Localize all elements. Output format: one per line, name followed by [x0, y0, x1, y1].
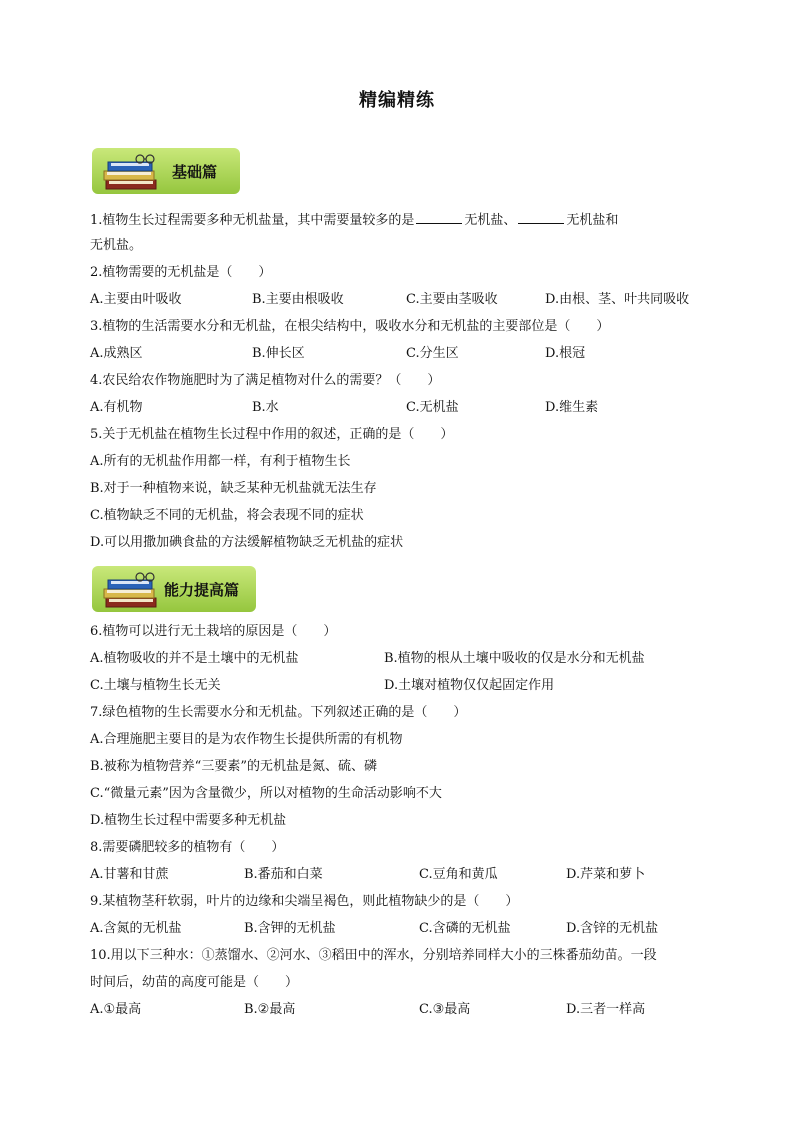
option-a: A.有机物 — [90, 400, 143, 415]
question-1-line2: 无机盐。 — [90, 238, 143, 253]
option-a: A.植物吸收的并不是土壤中的无机盐 — [90, 651, 299, 666]
option-a: A.合理施肥主要目的是为农作物生长提供所需的有机物 — [90, 732, 403, 747]
option-b: B.水 — [252, 400, 279, 415]
option-c: C.“微量元素”因为含量微少，所以对植物的生命活动影响不大 — [90, 786, 442, 801]
question-1: 1.植物生长过程需要多种无机盐量，其中需要量较多的是 无机盐、 无机盐和 — [90, 209, 618, 231]
question-7: 7.绿色植物的生长需要水分和无机盐。下列叙述正确的是（ ） — [90, 705, 467, 720]
option-c: C.豆角和黄瓜 — [419, 867, 498, 882]
books-icon — [100, 150, 164, 194]
option-d: D.由根、茎、叶共同吸收 — [545, 292, 690, 307]
option-c: C.土壤与植物生长无关 — [90, 678, 221, 693]
option-a: A.所有的无机盐作用都一样，有利于植物生长 — [90, 454, 351, 469]
question-10: 10.用以下三种水：①蒸馏水、②河水、③稻田中的浑水，分别培养同样大小的三株番茄幼苗。一段 — [90, 948, 657, 963]
section-banner-basic — [92, 148, 240, 194]
section-label: 能力提高篇 — [164, 581, 240, 599]
option-c: C.含磷的无机盐 — [419, 921, 511, 936]
question-2: 2.植物需要的无机盐是（ ） — [90, 265, 272, 280]
option-b: B.番茄和白菜 — [244, 867, 323, 882]
question-4: 4.农民给农作物施肥时为了满足植物对什么的需要？（ ） — [90, 373, 441, 388]
option-b: B.主要由根吸收 — [252, 292, 344, 307]
answer-blank[interactable] — [416, 209, 462, 224]
option-d: D.维生素 — [545, 400, 599, 415]
option-a: A.①最高 — [90, 1002, 142, 1017]
option-c: C.植物缺乏不同的无机盐，将会表现不同的症状 — [90, 508, 364, 523]
option-d: D.土壤对植物仅仅起固定作用 — [384, 678, 555, 693]
option-d: D.含锌的无机盐 — [566, 921, 659, 936]
option-b: B.②最高 — [244, 1002, 296, 1017]
option-d: D.根冠 — [545, 346, 586, 361]
question-8: 8.需要磷肥较多的植物有（ ） — [90, 840, 285, 855]
option-d: D.植物生长过程中需要多种无机盐 — [90, 813, 287, 828]
question-3: 3.植物的生活需要水分和无机盐，在根尖结构中，吸收水分和无机盐的主要部位是（ ） — [90, 319, 610, 334]
option-b: B.植物的根从土壤中吸收的仅是水分和无机盐 — [384, 651, 645, 666]
page-title: 精编精练 — [359, 90, 435, 111]
answer-blank[interactable] — [518, 209, 564, 224]
option-a: A.含氮的无机盐 — [90, 921, 182, 936]
option-c: C.主要由茎吸收 — [406, 292, 498, 307]
option-c: C.③最高 — [419, 1002, 471, 1017]
option-b: B.含钾的无机盐 — [244, 921, 336, 936]
option-c: C.无机盐 — [406, 400, 459, 415]
question-10-line2: 时间后，幼苗的高度可能是（ ） — [90, 975, 299, 990]
option-a: A.成熟区 — [90, 346, 143, 361]
question-9: 9.某植物茎秆软弱，叶片的边缘和尖端呈褐色，则此植物缺少的是（ ） — [90, 894, 519, 909]
option-d: D.芹菜和萝卜 — [566, 867, 646, 882]
section-banner-advanced — [92, 566, 256, 612]
question-6: 6.植物可以进行无土栽培的原因是（ ） — [90, 624, 337, 639]
question-5: 5.关于无机盐在植物生长过程中作用的叙述，正确的是（ ） — [90, 427, 454, 442]
option-b: B.对于一种植物来说，缺乏某种无机盐就无法生存 — [90, 481, 377, 496]
option-a: A.主要由叶吸收 — [90, 292, 182, 307]
option-b: B.被称为植物营养“三要素”的无机盐是氮、硫、磷 — [90, 759, 377, 774]
option-c: C.分生区 — [406, 346, 459, 361]
section-label: 基础篇 — [172, 163, 218, 181]
option-d: D.三者一样高 — [566, 1002, 646, 1017]
option-d: D.可以用撒加碘食盐的方法缓解植物缺乏无机盐的症状 — [90, 535, 404, 550]
option-b: B.伸长区 — [252, 346, 305, 361]
books-icon — [100, 568, 164, 612]
option-a: A.甘薯和甘蔗 — [90, 867, 169, 882]
